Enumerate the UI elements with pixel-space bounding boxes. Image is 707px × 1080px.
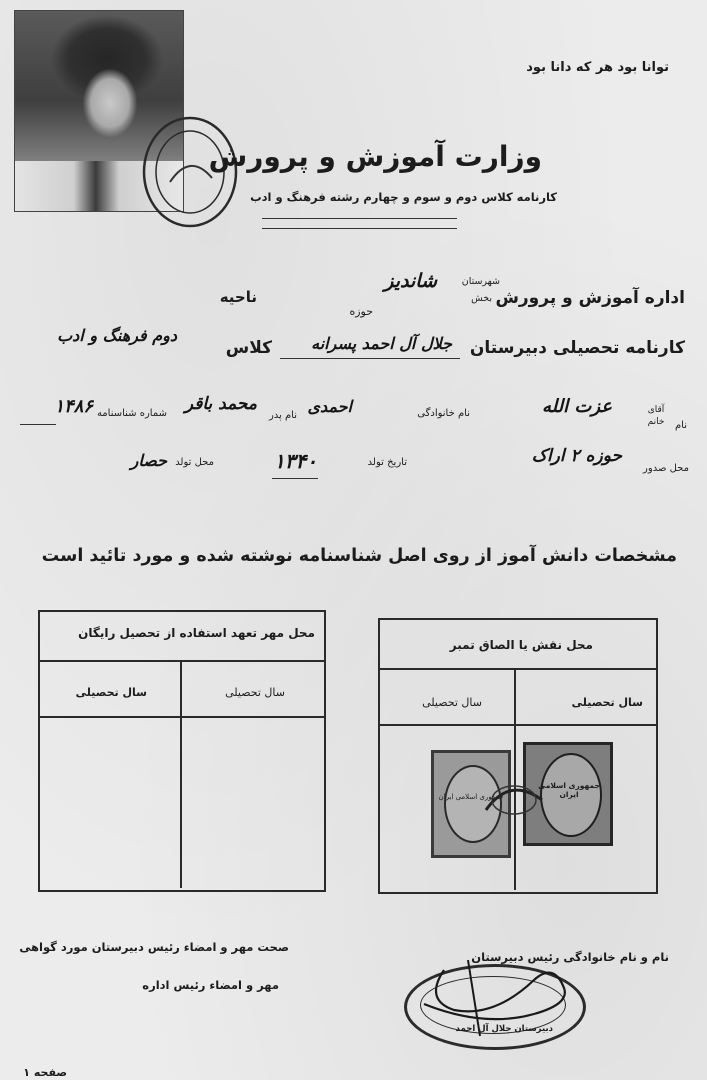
title-underline-2	[262, 228, 457, 229]
page-number: صفحه ۱	[23, 1066, 67, 1079]
school-name: جلال آل احمد پسرانه	[311, 334, 452, 353]
name-prefix: آقای خانم	[647, 405, 665, 427]
verification-notice: مشخصات دانش آموز از روی اصل شناسنامه نوشته شده و مورد تائید است	[41, 546, 677, 566]
stamp-right-text: جمهوری اسلامی ایران	[538, 781, 600, 799]
family-name-label: نام خانوادگی	[417, 408, 470, 419]
birth-year-underline	[272, 478, 318, 479]
ministry-title: وزارت آموزش و پرورش	[208, 140, 542, 173]
admin-signature-label: مهر و امضاء رئیس اداره	[142, 978, 279, 992]
class-value: دوم فرهنگ و ادب	[57, 326, 177, 345]
class-label: کلاس	[225, 338, 272, 358]
title-underline	[262, 218, 457, 219]
school-underline	[280, 358, 460, 359]
section-label: بخش	[471, 293, 492, 304]
cancel-mark-icon	[480, 770, 550, 830]
first-name: عزت الله	[542, 396, 612, 417]
birthplace: حصار	[130, 451, 167, 470]
motto: توانا بود هر که دانا بود	[526, 60, 669, 75]
school-seal-text: دبیرستان جلال آل احمد	[455, 1024, 553, 1034]
left-table-column-divider	[180, 662, 182, 888]
id-number: ۱۴۸۶	[54, 396, 93, 417]
left-table-title-divider	[40, 660, 324, 662]
tax-stamp-table	[378, 618, 658, 894]
principal-name-label: نام و نام خانوادگی رئیس دبیرستان	[471, 950, 669, 964]
tax-stamp-title: محل نقش یا الصاق تمبر	[449, 638, 593, 652]
county-label: شهرستان	[461, 276, 500, 287]
free-education-title: محل مهر تعهد استفاده از تحصیل رایگان	[78, 626, 315, 640]
issue-place-label: محل صدور	[643, 463, 689, 474]
right-table-header-divider	[380, 724, 656, 726]
id-number-label: شماره شناسنامه	[96, 408, 167, 419]
left-table-header-divider	[40, 716, 324, 718]
birthplace-label: محل تولد	[175, 457, 214, 468]
stamp-left-text: جمهوری اسلامی ایران	[438, 793, 504, 801]
district-label: ناحیه	[219, 288, 257, 306]
birth-year: ۱۳۴۰	[274, 449, 317, 473]
id-underline	[20, 424, 56, 425]
county-value: شاندیز	[384, 270, 437, 292]
area-label: حوزه	[349, 305, 373, 318]
name-label: نام	[674, 420, 687, 431]
principal-signature-icon	[384, 940, 604, 1050]
free-education-table	[38, 610, 326, 892]
transcript-label: کارنامه تحصیلی دبیرستان	[469, 338, 685, 358]
issue-place: حوزه ۲ اراک	[531, 446, 622, 466]
right-table-col-left-header: سال تحصیلی	[422, 696, 482, 709]
left-table-col-right-header: سال تحصیلی	[225, 686, 285, 699]
office-label: اداره آموزش و پرورش	[495, 288, 685, 308]
right-table-col-right-header: سال تحصیلی	[571, 696, 643, 709]
father-name: محمد باقر	[184, 394, 257, 414]
left-table-col-left-header: سال تحصیلی	[75, 686, 147, 699]
report-subtitle: کارنامه کلاس دوم و سوم و چهارم رشته فرهنگ و ادب	[250, 190, 557, 204]
family-name: احمدی	[307, 397, 352, 416]
certification-label: صحت مهر و امضاء رئیس دبیرستان مورد گواهی	[19, 940, 289, 954]
right-table-title-divider	[380, 668, 656, 670]
birthdate-label: تاریخ تولد	[367, 457, 407, 468]
father-name-label: نام پدر	[268, 410, 297, 421]
